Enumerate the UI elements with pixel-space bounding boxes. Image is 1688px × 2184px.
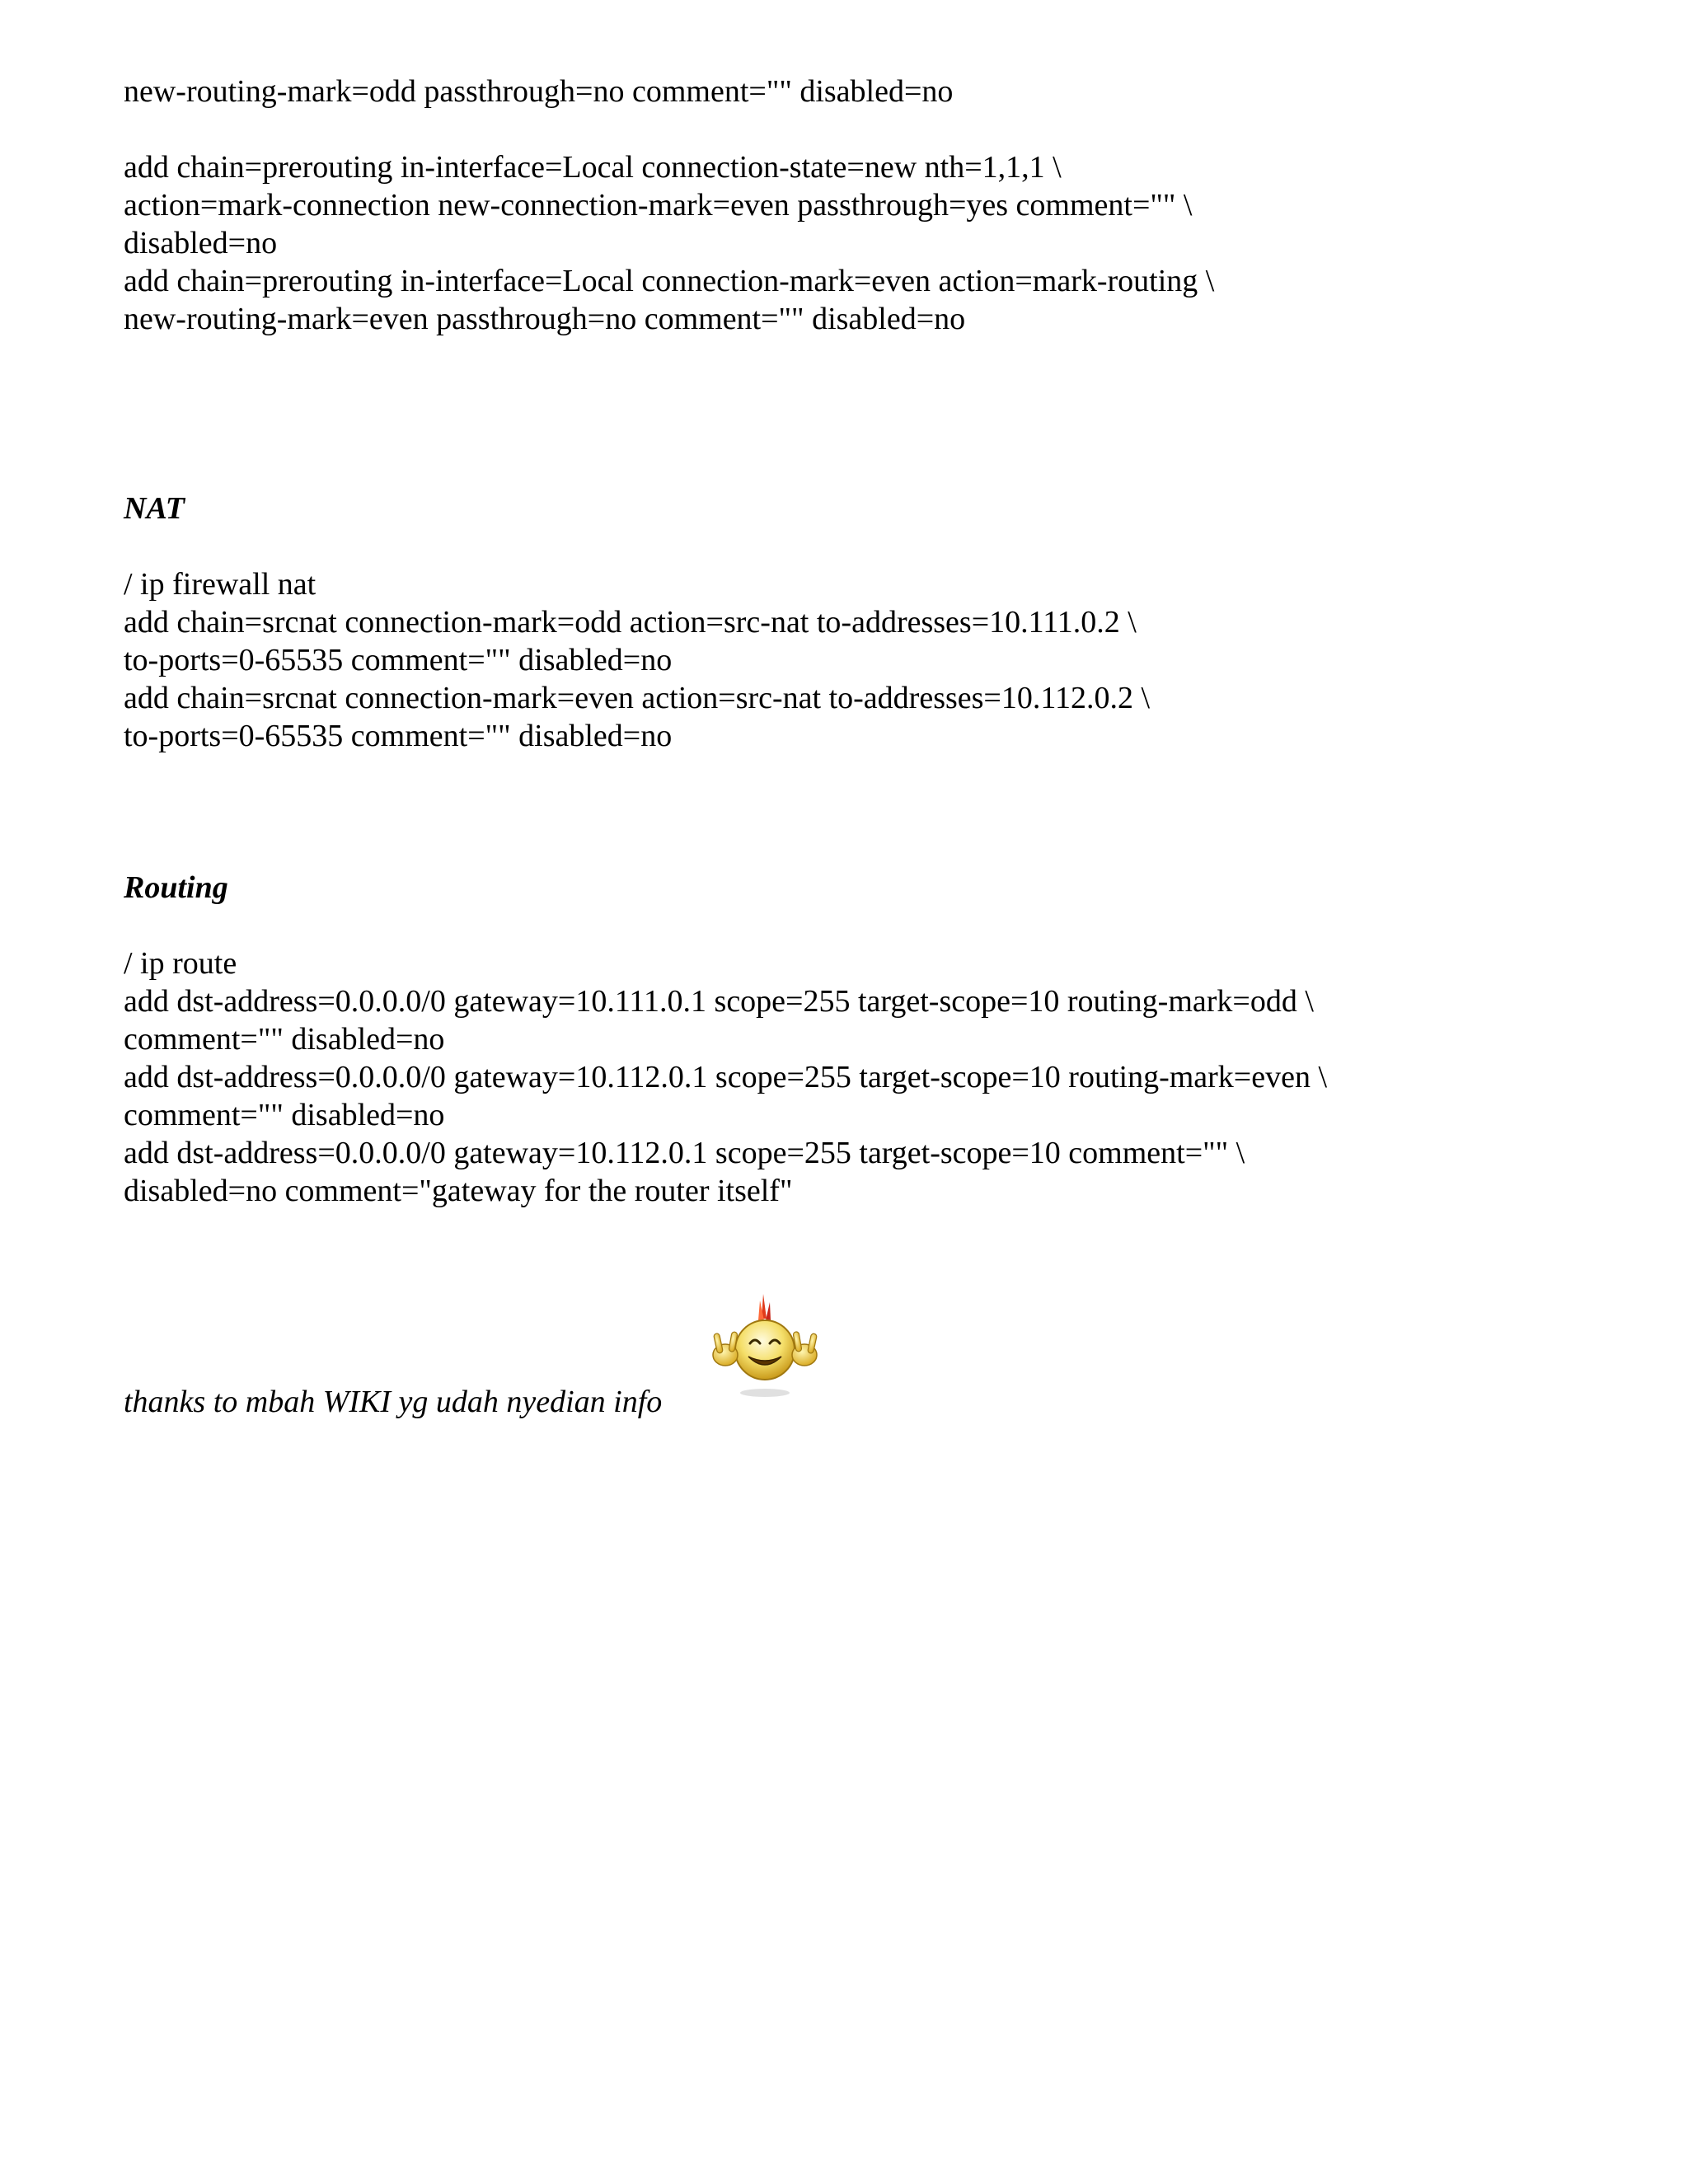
code-line: to-ports=0-65535 comment="" disabled=no <box>124 719 673 753</box>
thanks-text: thanks to mbah WIKI yg udah nyedian info <box>124 1385 663 1419</box>
section-heading-routing: Routing <box>124 870 228 905</box>
code-line: comment="" disabled=no <box>124 1022 445 1057</box>
code-line: comment="" disabled=no <box>124 1098 445 1132</box>
code-line: new-routing-mark=odd passthrough=no comment="" disabled=no <box>124 74 954 109</box>
code-line: add chain=prerouting in-interface=Local connection-state=new nth=1,1,1 \ <box>124 150 1062 185</box>
code-line: disabled=no comment="gateway for the router itself" <box>124 1174 793 1208</box>
document-page <box>124 73 1607 1431</box>
thanks-row <box>124 1291 1607 1431</box>
code-line: / ip route <box>124 946 237 981</box>
code-line: add dst-address=0.0.0.0/0 gateway=10.111.0.1 scope=255 target-scope=10 routing-mark=odd \ <box>124 984 1314 1019</box>
smiley-rock-hands-icon <box>701 1291 829 1403</box>
code-line: action=mark-connection new-connection-mark=even passthrough=yes comment="" \ <box>124 188 1193 223</box>
code-line: add chain=prerouting in-interface=Local connection-mark=even action=mark-routing \ <box>124 264 1215 298</box>
code-line: add chain=srcnat connection-mark=even action=src-nat to-addresses=10.112.0.2 \ <box>124 681 1151 715</box>
code-line: to-ports=0-65535 comment="" disabled=no <box>124 643 673 677</box>
code-line: add chain=srcnat connection-mark=odd action=src-nat to-addresses=10.111.0.2 \ <box>124 605 1137 640</box>
code-line: / ip firewall nat <box>124 567 316 602</box>
code-line: add dst-address=0.0.0.0/0 gateway=10.112.0.1 scope=255 target-scope=10 comment="" \ <box>124 1136 1245 1170</box>
code-line: new-routing-mark=even passthrough=no comment="" disabled=no <box>124 302 966 336</box>
code-line: disabled=no <box>124 226 278 260</box>
code-line: add dst-address=0.0.0.0/0 gateway=10.112.0.1 scope=255 target-scope=10 routing-mark=even \ <box>124 1060 1328 1094</box>
section-heading-nat: NAT <box>124 491 185 526</box>
